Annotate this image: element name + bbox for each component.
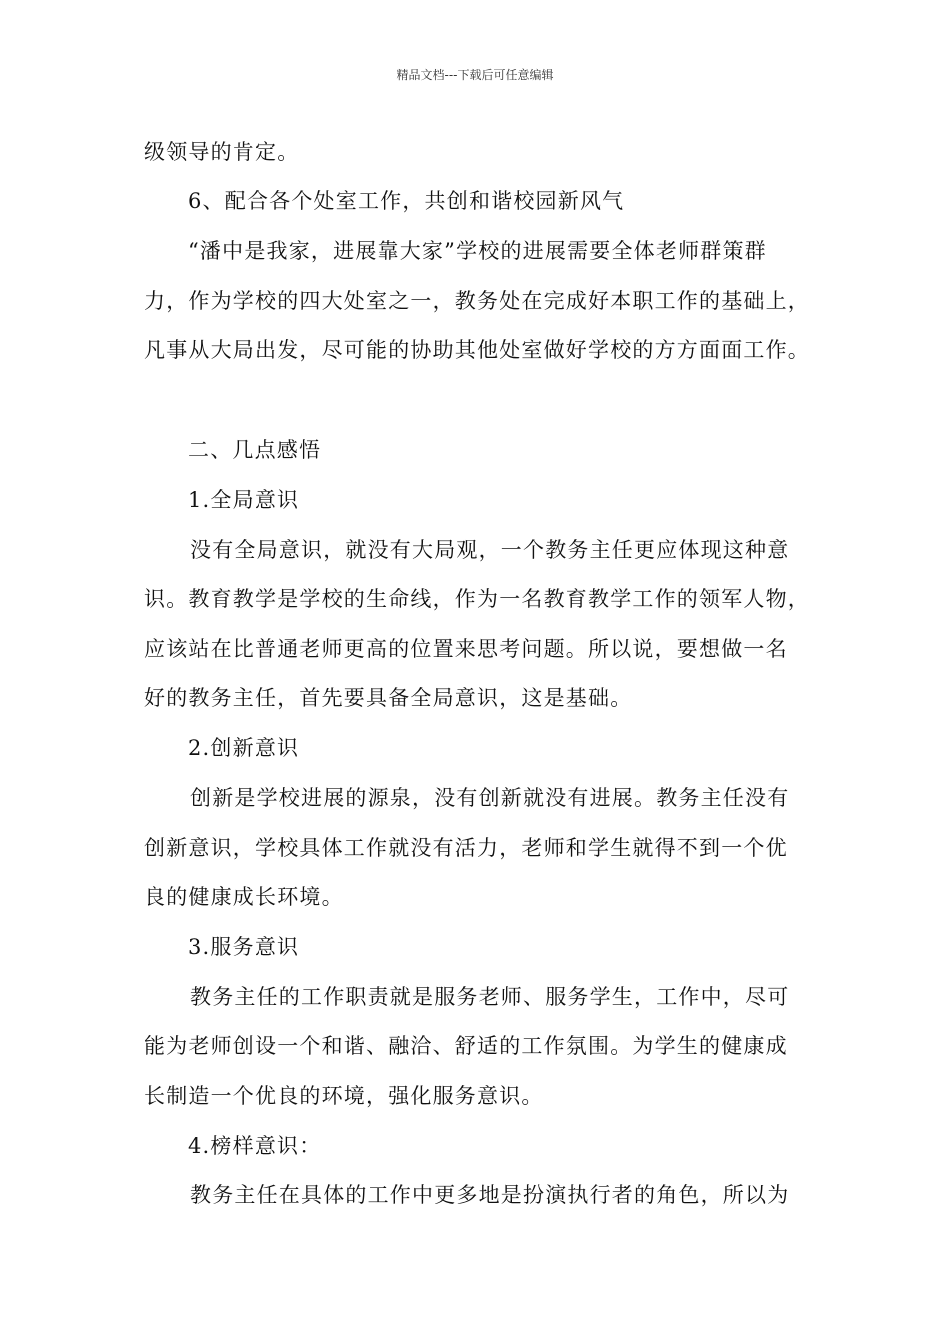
- text-line: 凡事从大局出发，尽可能的协助其他处室做好学校的方方面面工作。: [144, 338, 810, 362]
- page-header: 精品文档---下载后可任意编辑: [396, 68, 554, 82]
- section-heading: 二、几点感悟: [188, 438, 322, 462]
- text-line: 识。教育教学是学校的生命线，作为一名教育教学工作的领军人物，: [144, 587, 810, 611]
- text-line: 级领导的肯定。: [144, 140, 300, 164]
- subsection-heading: 2.创新意识: [188, 736, 300, 760]
- text-line: 创新是学校进展的源泉，没有创新就没有进展。教务主任没有: [190, 786, 790, 810]
- subsection-heading: 4.榜样意识：: [188, 1134, 322, 1158]
- text-line: 能为老师创设一个和谐、融洽、舒适的工作氛围。为学生的健康成: [144, 1034, 788, 1058]
- subsection-heading: 3.服务意识: [188, 935, 300, 959]
- text-line: 教务主任在具体的工作中更多地是扮演执行者的角色，所以为: [190, 1183, 790, 1207]
- text-line: 应该站在比普通老师更高的位置来思考问题。所以说，要想做一名: [144, 637, 788, 661]
- section-heading: 6、配合各个处室工作，共创和谐校园新风气: [188, 189, 625, 213]
- text-line: 没有全局意识，就没有大局观，一个教务主任更应体现这种意: [190, 538, 790, 562]
- text-line: 教务主任的工作职责就是服务老师、服务学生，工作中，尽可: [190, 985, 790, 1009]
- text-line: 长制造一个优良的环境，强化服务意识。: [144, 1084, 544, 1108]
- text-line: “潘中是我家，进展靠大家”学校的进展需要全体老师群策群: [188, 239, 767, 263]
- text-line: 力，作为学校的四大处室之一，教务处在完成好本职工作的基础上，: [144, 289, 810, 313]
- text-line: 好的教务主任，首先要具备全局意识，这是基础。: [144, 686, 633, 710]
- subsection-heading: 1.全局意识: [188, 488, 300, 512]
- text-line: 良的健康成长环境。: [144, 885, 344, 909]
- text-line: 创新意识，学校具体工作就没有活力，老师和学生就得不到一个优: [144, 836, 788, 860]
